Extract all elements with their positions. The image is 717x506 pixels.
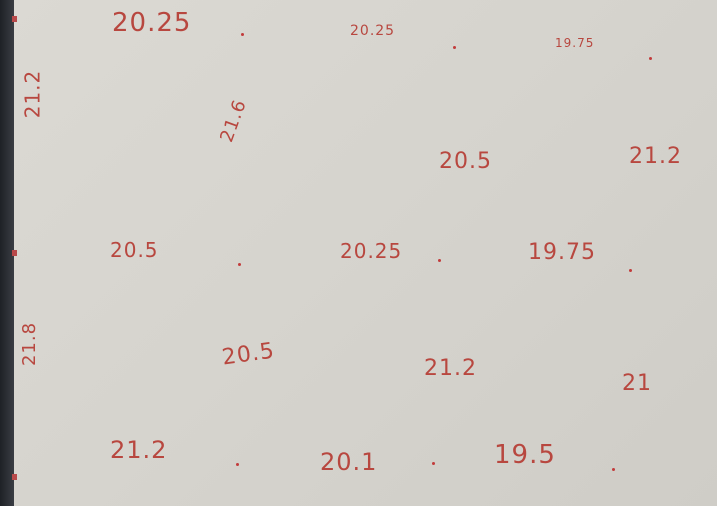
- edge-ink-mark: [12, 474, 17, 480]
- reading-r4-c1: 20.5: [220, 338, 277, 371]
- reading-r1-c3: 19.75: [555, 36, 595, 50]
- reading-r3-c3: 19.75: [528, 240, 596, 265]
- reading-r5-c3: 19.5: [494, 440, 556, 470]
- measurement-point: [453, 46, 456, 49]
- reading-r2-c2: 21.2: [629, 144, 682, 169]
- measurement-point: [432, 462, 435, 465]
- reading-r2-c1: 20.5: [439, 149, 492, 174]
- reading-r4-c2: 21.2: [424, 356, 477, 381]
- reading-r1-c1: 20.25: [112, 8, 192, 38]
- reading-r3-c2: 20.25: [340, 239, 403, 263]
- reading-r5-c1: 21.2: [110, 436, 168, 464]
- reading-r5-c2: 20.1: [320, 448, 378, 476]
- measurement-point: [238, 263, 241, 266]
- measurement-point: [629, 269, 632, 272]
- measurement-point: [649, 57, 652, 60]
- measurement-point: [438, 259, 441, 262]
- measurement-point: [241, 33, 244, 36]
- reading-side-3: 21.8: [19, 321, 41, 367]
- paper-sheet: [14, 0, 717, 506]
- reading-r3-c1: 20.5: [110, 238, 159, 262]
- reading-r1-c2: 20.25: [350, 23, 396, 39]
- edge-ink-mark: [12, 250, 17, 256]
- reading-r4-c3: 21: [622, 371, 652, 396]
- measurement-point: [612, 468, 615, 471]
- measurement-point: [236, 463, 239, 466]
- edge-ink-mark: [12, 16, 17, 22]
- reading-side-1: 21.2: [20, 69, 45, 119]
- reading-side-2: 21.6: [216, 96, 251, 146]
